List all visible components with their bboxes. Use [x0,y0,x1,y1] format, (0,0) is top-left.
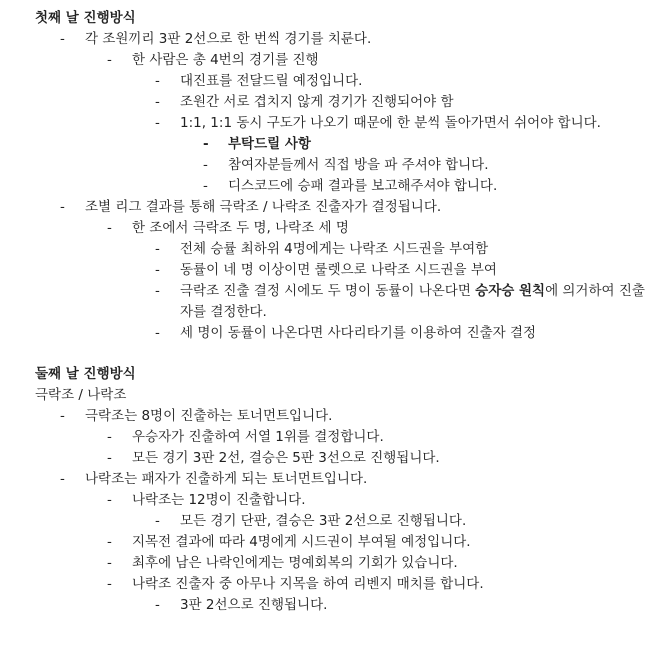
bullet-item [0,113,671,134]
bullet-text: 세 명이 동률이 나온다면 사다리타기를 이용하여 진출자 결정 [180,325,537,341]
dash-marker: - [60,199,65,215]
bullet-item [0,155,671,176]
dash-marker: - [107,52,112,68]
bullet-text: 지목전 결과에 따라 4명에게 시드권이 부여될 예정입니다. [132,534,471,550]
bullet-item [0,490,671,511]
bullet-text: 모든 경기 3판 2선, 결승은 5판 3선으로 진행됩니다. [132,450,440,466]
dash-marker: - [155,325,160,341]
bullet-item [0,448,671,469]
bullet-text: 동률이 네 명 이상이면 룰렛으로 나락조 시드권을 부여 [180,262,497,278]
dash-marker: - [107,555,112,571]
bullet-text: 3판 2선으로 진행됩니다. [180,597,328,613]
dash-marker: - [155,73,160,89]
dash-marker: - [107,220,112,236]
dash-marker: - [107,429,112,445]
dash-marker: - [107,492,112,508]
bullet-item [0,323,671,344]
bullet-item [0,71,671,92]
emphasis-text: 승자승 원칙 [475,283,546,299]
bullet-text: 참여자분들께서 직접 방을 파 주셔야 합니다. [228,157,489,173]
bullet-item [0,574,671,595]
dash-marker: - [60,31,65,47]
bullet-text: 한 사람은 총 4번의 경기를 진행 [132,52,319,68]
bullet-item [0,50,671,71]
dash-marker: - [203,157,208,173]
dash-marker: - [107,576,112,592]
bullet-text: 디스코드에 승패 결과를 보고해주셔야 합니다. [228,178,498,194]
bullet-text: 최후에 남은 나락인에게는 명예회복의 기회가 있습니다. [132,555,458,571]
bullet-text: 나락조 진출자 중 아무나 지목을 하여 리벤지 매치를 합니다. [132,576,484,592]
bullet-item [0,511,671,532]
dash-marker: - [155,262,160,278]
bullet-item [0,176,671,197]
bullet-item [0,29,671,50]
section-spacer [0,344,671,364]
bullet-text: 1:1, 1:1 동시 구도가 나오기 때문에 한 분씩 돌아가면서 쉬어야 합니다. [180,115,601,131]
day2-subtitle-line [0,385,671,406]
dash-marker: - [203,178,208,194]
bullet-text: 우승자가 진출하여 서열 1위를 결정합니다. [132,429,384,445]
day1-heading-line [0,8,671,29]
bullet-item [0,134,671,155]
bullet-text: 각 조원끼리 3판 2선으로 한 번씩 경기를 치룬다. [85,31,372,47]
day2-heading-line [0,364,671,385]
bullet-item [0,595,671,616]
bullet-text-part: 극락조 진출 결정 시에도 두 명이 동률이 나온다면 [180,283,476,299]
bullet-item [0,281,671,323]
dash-marker: - [155,94,160,110]
dash-marker: - [155,241,160,257]
bullet-item [0,553,671,574]
bullet-text: 조별 리그 결과를 통해 극락조 / 나락조 진출자가 결정됩니다. [85,199,442,215]
dash-marker: - [107,450,112,466]
dash-marker: - [155,283,160,299]
bullet-text: 극락조는 8명이 진출하는 토너먼트입니다. [85,408,333,424]
dash-marker: - [107,534,112,550]
bullet-item [0,406,671,427]
bullet-item [0,218,671,239]
bullet-text: 대진표를 전달드릴 예정입니다. [180,73,363,89]
day2-title: 둘째 날 진행방식 [35,366,136,382]
day1-title: 첫째 날 진행방식 [35,10,136,26]
dash-marker: - [60,408,65,424]
bullet-item [0,260,671,281]
bullet-text: 나락조는 패자가 진출하게 되는 토너먼트입니다. [85,471,368,487]
dash-marker: - [155,115,160,131]
bullet-text-part: 에 의거하여 진출자를 결정한다. [180,283,645,320]
dash-marker: - [60,471,65,487]
bullet-text: 모든 경기 단판, 결승은 3판 2선으로 진행됩니다. [180,513,467,529]
bullet-item [0,532,671,553]
day2-subtitle: 극락조 / 나락조 [35,387,127,403]
bullet-text: 한 조에서 극락조 두 명, 나락조 세 명 [132,220,349,236]
request-heading: 부탁드릴 사항 [228,136,311,152]
bullet-text: 조원간 서로 겹치지 않게 경기가 진행되어야 함 [180,94,454,110]
bullet-text [180,281,650,323]
dash-marker: - [155,513,160,529]
bullet-item [0,427,671,448]
bullet-item [0,239,671,260]
bullet-item [0,469,671,490]
bullet-item [0,197,671,218]
bullet-item [0,92,671,113]
dash-marker: - [155,597,160,613]
bullet-text: 전체 승률 최하위 4명에게는 나락조 시드권을 부여함 [180,241,489,257]
dash-marker: - [203,136,209,152]
bullet-text: 나락조는 12명이 진출합니다. [132,492,306,508]
